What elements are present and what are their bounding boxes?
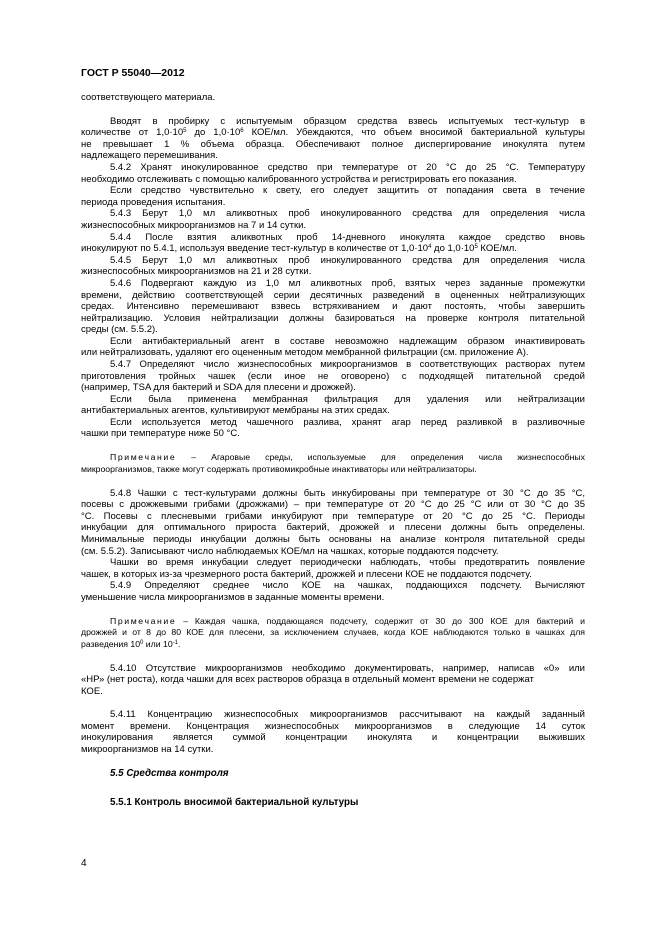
document-header: ГОСТ Р 55040—2012 [81,67,185,79]
text-line: инокулирования является суммой концентрации инокулята и концентрации выживших [81,732,585,743]
note-line: разведения $10^0$ или $10^{-1}$. [81,639,181,649]
text-line: 5.4.4 После взятия аликвотных проб 14-дневного инокулята каждое средство вновь [110,232,585,243]
note-line: Примечание – Каждая чашка, поддающаяся подсчету, содержит от 30 до 300 КОЕ для бактерий и [110,616,585,626]
text-line: необходимо отслеживать с помощью калиброванного устройства и регистрировать его показания. [81,174,517,185]
text-line: надлежащего перемешивания. [81,150,218,161]
text-line: или нейтрализовать, удаляют его оцененным методом мембранной фильтрации (см. приложение А). [81,347,529,358]
note-line: микроорганизмов, также могут содержать противомикробные инактиваторы или нейтрализаторы. [81,464,477,474]
text-line: чашек, в которых из-за чрезмерного роста бактерий, дрожжей и плесени КОЕ не поддаются подсчету. [81,569,532,580]
text-line: 5.4.10 Отсутствие микроорганизмов необходимо документировать, например, написав «0» или [110,663,585,674]
text-line: Вводят в пробирку с испытуемым образцом средства взвесь испытуемых тест-культур в [110,116,585,127]
section-heading: 5.5 Средства контроля [110,768,229,779]
note-line: Примечание – Агаровые среды, используемые для определения числа жизнеспособных [110,452,585,462]
text-line: антибактериальных агентов, культивируют мембраны на этих средах. [81,405,390,416]
text-line: микроорганизмов на 14 сутки. [81,744,214,755]
text-line: Минимальные периоды инкубации должны быть основаны на анализе контроля питательной среды [81,534,585,545]
text-line: среды (см. 5.5.2). [81,324,158,335]
text-line: инкубации для оптимального прироста бактерий, дрожжей и плесени должны быть определены. [81,522,585,533]
text-line: КОЕ. [81,686,103,697]
text-line: жизнеспособных микроорганизмов на 21 и 28 сутки. [81,266,312,277]
note-line: дрожжей и от 8 до 80 КОЕ для плесени, за исключением случаев, когда КОЕ наблюдаются только в чашках для [81,627,585,637]
text-line: (см. 5.5.2). Записывают число наблюдаемых КОЕ/мл на чашках, которые поддаются подсчету. [81,546,499,557]
text-line: соответствующего материала. [81,92,216,103]
text-line: 5.4.3 Берут 1,0 мл аликвотных проб инокулированного средства для определения числа [110,208,585,219]
text-line: уменьшение числа микроорганизмов в заданные моменты времени. [81,592,385,603]
text-line: «НР» (нет роста), когда чашки для всех растворов образца в отдельный момент времени не содержат [81,674,534,685]
text-line: 5.4.5 Берут 1,0 мл аликвотных проб инокулированного средства для определения числа [110,255,585,266]
text-line: не превышает 1 % объема образца. Обеспечивают полное диспергирование инокулята путем [81,139,585,150]
text-line: Если антибактериальный агент в составе невозможно надлежащим образом инактивировать [110,336,585,347]
subsection-heading: 5.5.1 Контроль вносимой бактериальной культуры [110,797,359,808]
text-line: инокулируют по 5.4.1, используя введение тест-культур в количестве от $1,0\cdot 10^4$ до $1,0\cdot 10^5$ КОЕ/мл. [81,243,517,254]
text-line: количестве от $1,0\cdot 10^5$ до $1,0\cdot 10^6$ КОЕ/мл. Убеждаются, что объем вносимой бактериальной культуры [81,127,586,138]
text-line: Если используется метод чашечного разлива, хранят агар перед разливкой в разливочные [110,417,585,428]
text-line: чашки при температуре ниже 50 °С. [81,428,240,439]
text-line: периода проведения испытания. [81,197,226,208]
text-line: 5.4.7 Определяют число жизнеспособных микроорганизмов в соответствующих растворах путем [110,359,585,370]
text-line: 5.4.8 Чашки с тест-культурами должны быть инкубированы при температуре от 30 °С до 35 °С, [110,488,585,499]
text-line: посевы с дрожжевыми грибами (дрожжами) – при температуре от 20 °С до 25 °С или от 30 °С до 35 [81,499,585,510]
text-line: 5.4.2 Хранят инокулированное средство при температуре от 20 °С до 25 °С. Температуру [110,162,585,173]
text-line: приготовления тройных чашек (если иное не оговорено) с подходящей питательной средой [81,371,585,382]
text-line: Если была применена мембранная фильтрация для удаления или нейтрализации [110,394,585,405]
page-number: 4 [81,858,87,869]
text-line: момент времени. Концентрация жизнеспособных микроорганизмов в следующие 14 суток [81,721,585,732]
text-line: Чашки во время инкубации следует периодически наблюдать, чтобы предотвратить появление [110,557,585,568]
text-line: °С. Посевы с плесневыми грибами инкубируют при температуре от 20 °С до 25 °С. Периоды [81,511,585,522]
text-line: 5.4.11 Концентрацию жизнеспособных микроорганизмов рассчитывают на каждый заданный [110,709,585,720]
text-line: времени, действию соответствующей серии десятичных разведений в оцененных нейтрализующих [81,290,585,301]
text-line: средах. Интенсивно перемешивают взвесь встряхиванием и дают постоять, чтобы завершить [81,301,585,312]
text-line: 5.4.9 Определяют среднее число КОЕ на чашках, поддающихся подсчету. Вычисляют [110,580,585,591]
text-line: нейтрализацию. Условия нейтрализации должны базироваться на проверке контроля питательной [81,313,585,324]
text-line: 5.4.6 Подвергают каждую из 1,0 мл аликвотных проб, взятых через заданные промежутки [110,278,585,289]
text-line: жизнеспособных микроорганизмов на 7 и 14 сутки. [81,220,307,231]
text-line: Если средство чувствительно к свету, его следует защитить от попадания света в течение [110,185,585,196]
text-line: (например, TSA для бактерий и SDA для плесени и дрожжей). [81,382,356,393]
